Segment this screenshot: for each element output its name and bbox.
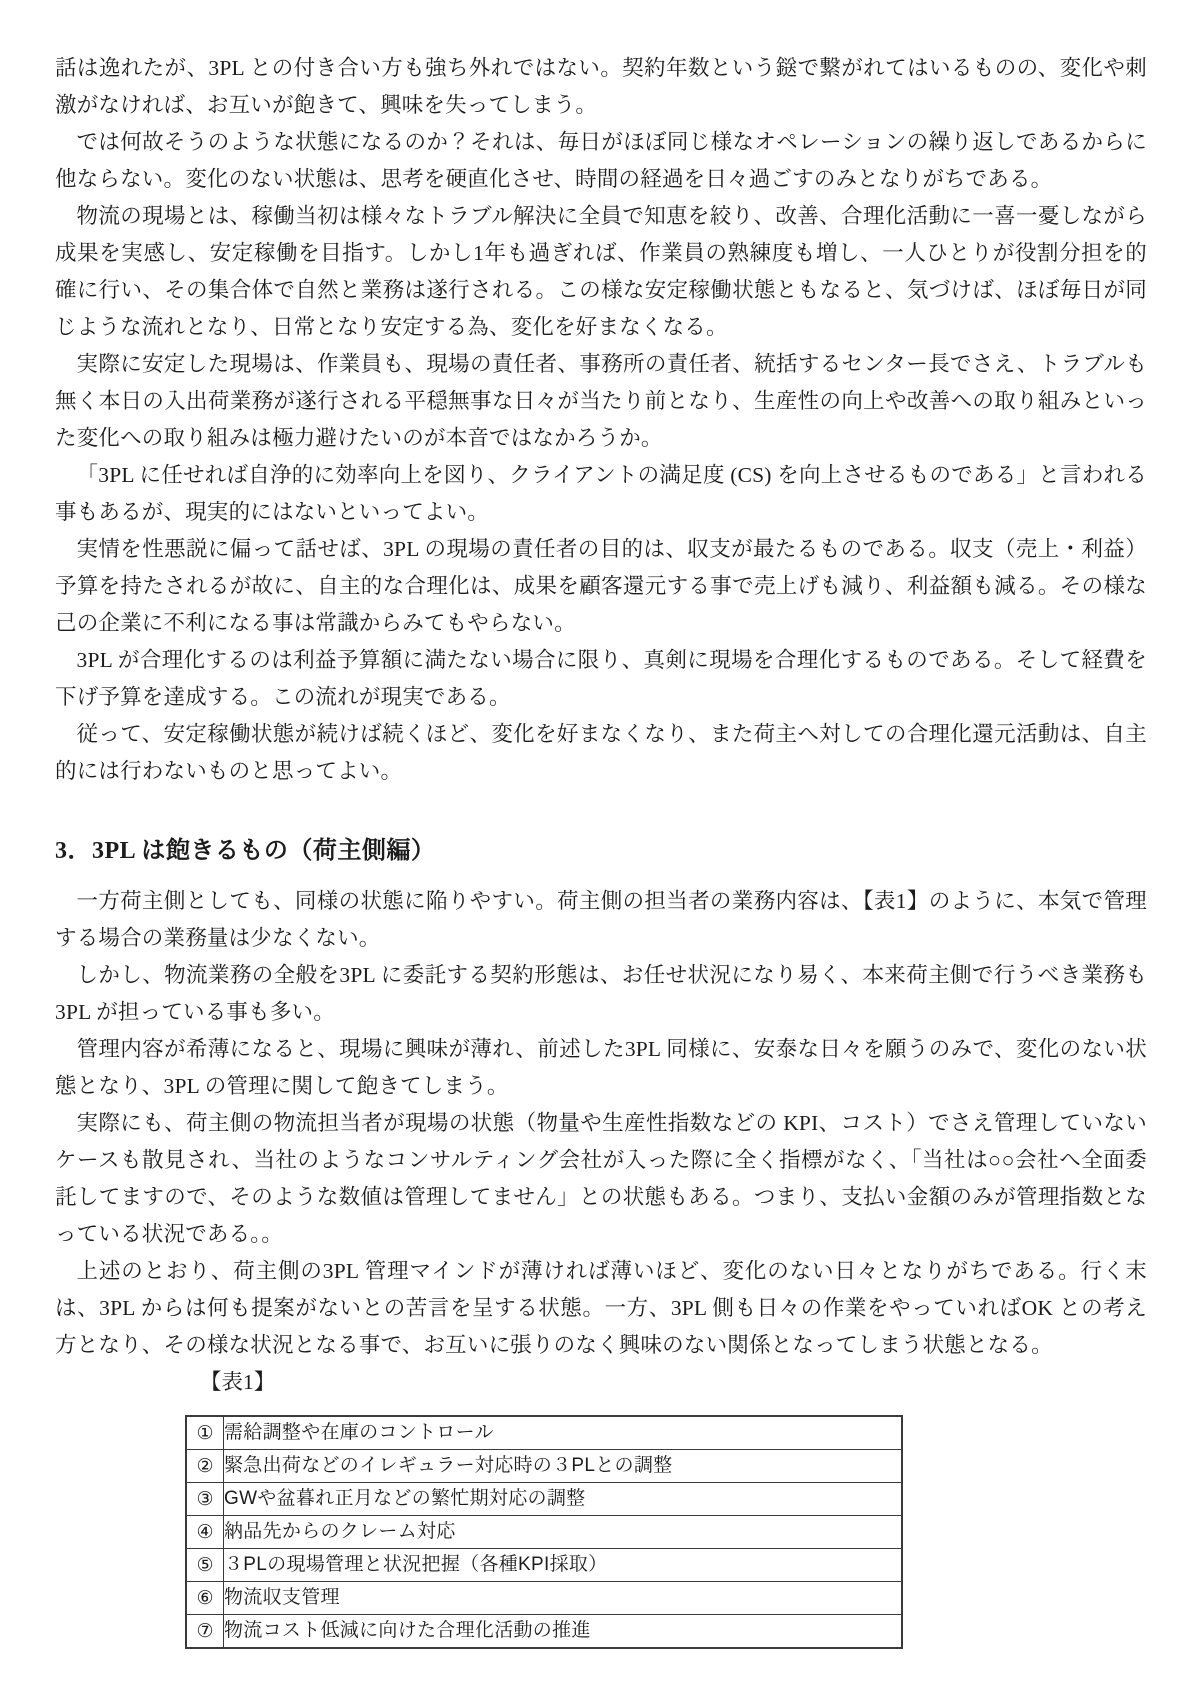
table-row: [186, 1516, 902, 1549]
paragraph: 一方荷主側としても、同様の状態に陥りやすい。荷主側の担当者の業務内容は、【表1】のように、本気で管理する場合の業務量は少なくない。: [55, 889, 1147, 950]
paragraph: 実情を性悪説に偏って話せば、3PL の現場の責任者の目的は、収支が最たるものである。収支（売上・利益）予算を持たされるが故に、自主的な合理化は、成果を顧客還元する事で売上げも減り、利益額も減る。その様な己の企業に不利になる事は常識からみてもやらない。: [55, 537, 1147, 635]
row-text: 緊急出荷などのイレギュラー対応時の３PLとの調整: [224, 1450, 903, 1483]
row-text: 納品先からのクレーム対応: [224, 1516, 903, 1549]
row-number: ④: [186, 1516, 224, 1549]
paragraph: 「3PL に任せれば自浄的に効率向上を図り、クライアントの満足度 (CS) を向上させるものである」と言われる事もあるが、現実的にはないといってよい。: [55, 463, 1147, 524]
row-number: ①: [186, 1416, 224, 1450]
paragraph: 物流の現場とは、稼働当初は様々なトラブル解決に全員で知恵を絞り、改善、合理化活動に一喜一憂しながら成果を実感し、安定稼働を目指す。しかし1年も過ぎれば、作業員の熟練度も増し、一人ひとりが役割分担を的確に行い、その集合体で自然と業務は遂行される。この様な安定稼働状態ともなると、気づけば、ほぼ毎日が同じような流れとなり、日常となり安定する為、変化を好まなくなる。: [55, 204, 1147, 339]
table-row: [186, 1483, 902, 1516]
row-number: ⑤: [186, 1549, 224, 1582]
row-text: 物流収支管理: [224, 1582, 903, 1615]
paragraph: 従って、安定稼働状態が続けば続くほど、変化を好まなくなり、また荷主へ対しての合理化還元活動は、自主的には行わないものと思ってよい。: [55, 722, 1147, 783]
row-number: ②: [186, 1450, 224, 1483]
paragraph: 話は逸れたが、3PL との付き合い方も強ち外れではない。契約年数という鎹で繋がれてはいるものの、変化や刺激がなければ、お互いが飽きて、興味を失ってしまう。: [55, 56, 1147, 117]
paragraph: 管理内容が希薄になると、現場に興味が薄れ、前述した3PL 同様に、安泰な日々を願うのみで、変化のない状態となり、3PL の管理に関して飽きてしまう。: [55, 1037, 1147, 1098]
paragraph: 上述のとおり、荷主側の3PL 管理マインドが薄ければ薄いほど、変化のない日々となりがちである。行く末は、3PL からは何も提案がないとの苦言を呈する状態。一方、3PL 側も日々の作業をやっていればOK との考え方となり、その様な状況となる事で、お互いに張りのなく興味のない関係となってしまう状態となる。: [55, 1259, 1147, 1357]
paragraph: しかし、物流業務の全般を3PL に委託する契約形態は、お任せ状況になり易く、本来荷主側で行うべき業務も3PL が担っている事も多い。: [55, 963, 1147, 1024]
table-caption: 【表1】: [200, 1370, 276, 1394]
table-row: [186, 1615, 902, 1649]
row-number: ⑦: [186, 1615, 224, 1649]
table-1: [185, 1415, 903, 1649]
section-heading: 3．3PL は飽きるもの（荷主側編）: [55, 838, 436, 864]
table-row: [186, 1450, 902, 1483]
row-number: ⑥: [186, 1582, 224, 1615]
row-text: 需給調整や在庫のコントロール: [224, 1416, 903, 1450]
table-row: [186, 1416, 902, 1450]
row-text: ３PLの現場管理と状況把握（各種KPI採取）: [224, 1549, 903, 1582]
paragraph: では何故そうのような状態になるのか？それは、毎日がほぼ同じ様なオペレーションの繰り返しであるからに他ならない。変化のない状態は、思考を硬直化させ、時間の経過を日々過ごすのみとなりがちである。: [55, 130, 1147, 191]
table-row: [186, 1549, 902, 1582]
paragraph: 3PL が合理化するのは利益予算額に満たない場合に限り、真剣に現場を合理化するものである。そして経費を下げ予算を達成する。この流れが現実である。: [55, 648, 1147, 709]
paragraph: 実際に安定した現場は、作業員も、現場の責任者、事務所の責任者、統括するセンター長でさえ、トラブルも無く本日の入出荷業務が遂行される平穏無事な日々が当たり前となり、生産性の向上や改善への取り組みといった変化への取り組みは極力避けたいのが本音ではなかろうか。: [55, 352, 1147, 450]
row-number: ③: [186, 1483, 224, 1516]
row-text: GWや盆暮れ正月などの繁忙期対応の調整: [224, 1483, 903, 1516]
table-row: [186, 1582, 902, 1615]
paragraph: 実際にも、荷主側の物流担当者が現場の状態（物量や生産性指数などの KPI、コスト）でさえ管理していないケースも散見され、当社のようなコンサルティング会社が入った際に全く指標がなく、「当社は○○会社へ全面委託してますので、そのような数値は管理してません」との状態もある。つまり、支払い金額のみが管理指数となっている状況である。。: [55, 1111, 1147, 1246]
row-text: 物流コスト低減に向けた合理化活動の推進: [224, 1615, 903, 1649]
